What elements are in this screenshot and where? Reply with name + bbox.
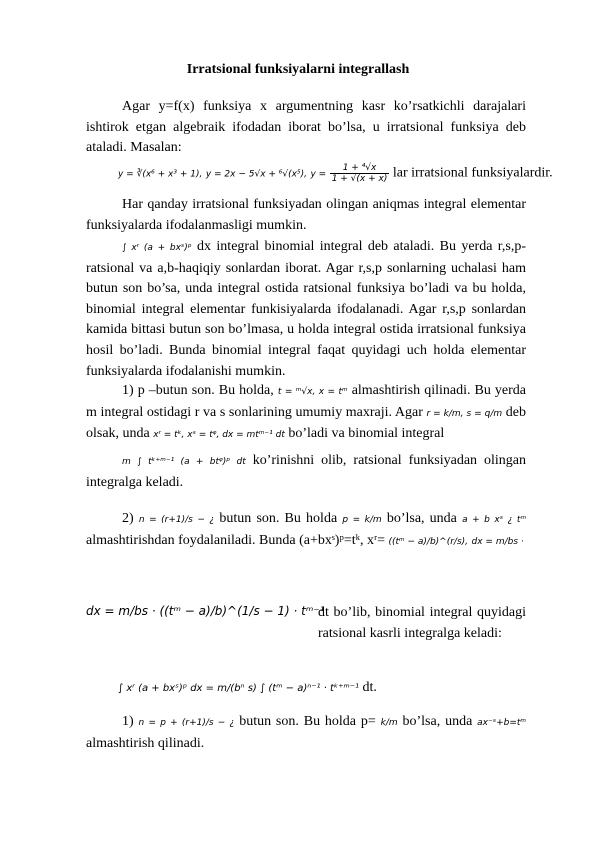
binomial-text: integral binomial integral deb ataladi. Bu yerda r,s,p-ratsional va a,b-haqiqiy sonlardan iborat. Agar r,s,p sonlarning uchalasi ham butun son bo’sa, unda integral ostida ratsional funksiya bo’ladi va bu holda, binomial integral elementar funkisiyalarda ifodalanadi. Agar r,s,p sonlardan kamida bittasi butun son bo’lmasa, u holda integral ostida irratsional funksiya hosil bo’ladi. Bunda binomial integral faqat quyidagi uch holda elementar funksiyalarda ifodalanishi mumkin. bbox=[86, 239, 527, 379]
case-2-final-integral bbox=[118, 680, 377, 696]
binomial-dx: dx bbox=[197, 239, 212, 254]
example-formula-3-denominator: 1 + √(x + x) bbox=[331, 174, 388, 184]
case-3-text-2: bo’lsa, unda bbox=[402, 714, 473, 729]
case-1-paragraph bbox=[86, 381, 526, 446]
case-2-substitution: a + b xˢ ¿ tᵐ bbox=[462, 515, 527, 525]
case-2-text: butun son. Bu holda bbox=[219, 511, 338, 526]
case-1-intro: 1) p –butun son. Bu holda, bbox=[122, 383, 274, 398]
case-1-conclusion: ko’rinishni olib, ratsional funksiyadan olingan integralga keladi. bbox=[86, 453, 527, 490]
case-2-paragraph bbox=[86, 509, 526, 552]
examples-suffix: lar irratsional funksiyalardir. bbox=[392, 165, 553, 181]
case-2-xr-formula: ((tᵐ − a)/b)^(r/s), bbox=[388, 536, 469, 547]
intro-paragraph: Agar y=f(x) funksiya x argumentning kasr ko’rsatkichli darajalari ishtirok etgan algebraik ifodadan iborat bo’lsa, u irratsional funksiya deb ataladi. Masalan: bbox=[86, 99, 526, 156]
case-1-text: almashtirish qilinadi. Bu yerda m integral ostidagi r va s sonlarining umumiy maxraji. Agar bbox=[86, 383, 527, 420]
case-3-n-formula: n = p + (r+1)/s − ¿ bbox=[138, 718, 235, 728]
case-3-substitution: ax⁻ˢ+b=tᵐ bbox=[477, 718, 527, 728]
example-formula-3-fraction bbox=[330, 163, 390, 184]
case-1-integral-paragraph bbox=[86, 451, 526, 493]
case-2-final-dt: dt. bbox=[362, 680, 377, 695]
case-3-label: 1) bbox=[122, 714, 134, 729]
binomial-integral-formula: ∫ xʳ (a + bxˢ)ᵖ bbox=[122, 243, 192, 253]
case-1-integral: m ∫ tᵏ⁺ᵐ⁻¹ (a + btᵠ)ᵖ dt bbox=[122, 457, 246, 467]
case-1-text-3: bo’ladi va binomial integral bbox=[288, 426, 445, 442]
case-3-text: butun son. Bu holda p= bbox=[239, 714, 376, 729]
case-1-substitution: t = ᵐ√x, x = tᵐ bbox=[277, 387, 348, 397]
case-2-text-3: almashtirishdan foydalaniladi. Bunda (a+bxˢ)ᵖ=tᵏ, xʳ= bbox=[86, 532, 385, 548]
example-formula-3-numerator: 1 + ⁴√x bbox=[330, 163, 390, 174]
case-2-p-formula: p = k/m bbox=[342, 515, 382, 525]
case-2-final-formula: ∫ xʳ (a + bxˢ)ᵖ dx = m/(bⁿ s) ∫ (tᵐ − a)ⁿ⁻¹ · tᵏ⁺ᵐ⁻¹ bbox=[118, 683, 360, 694]
case-3-p-fraction: k/m bbox=[380, 718, 398, 728]
example-formula-1: y = ∛(x⁶ + x³ + 1), bbox=[118, 169, 203, 180]
case-2-dx-short: dx = m/bs · bbox=[471, 536, 524, 547]
case-2-dt-text: dt bo’lib, binomial integral quyidagi ratsional kasrli integralga keladi: bbox=[318, 605, 526, 641]
case-3-paragraph bbox=[86, 712, 526, 754]
case-2-dx-expression: dx = m/bs · ((tᵐ − a)/b)^(1/s − 1) · tᵐ⁻¹ bbox=[86, 604, 325, 618]
case-2-n-formula: n = (r+1)/s − ¿ bbox=[138, 515, 215, 525]
case-3-conclusion: almashtirish qilinadi. bbox=[86, 735, 205, 751]
case-2-dx-formula bbox=[86, 603, 325, 620]
paragraph-2: Har qanday irratsional funksiyadan olingan aniqmas integral elementar funksiyalarda ifodalanmasligi mumkin. bbox=[86, 197, 526, 233]
example-formula-3-lhs: y = bbox=[310, 169, 327, 180]
case-1-relations: xʳ = tᵏ, xˢ = tᵠ, dx = mtᵐ⁻¹ dt bbox=[153, 430, 285, 441]
examples-line bbox=[118, 163, 553, 184]
binomial-paragraph bbox=[86, 237, 526, 382]
case-2-text-2: bo’lsa, unda bbox=[386, 511, 457, 526]
example-formula-2: y = 2x − 5√x + ⁶√(x⁵), bbox=[205, 169, 307, 180]
case-1-text-2: deb olsak, unda bbox=[86, 404, 526, 442]
case-1-rs-fractions: r = k/m, s = q/m bbox=[426, 408, 503, 419]
page-title: Irratsional funksiyalarni integrallash bbox=[186, 62, 410, 77]
case-2-label: 2) bbox=[122, 511, 134, 526]
